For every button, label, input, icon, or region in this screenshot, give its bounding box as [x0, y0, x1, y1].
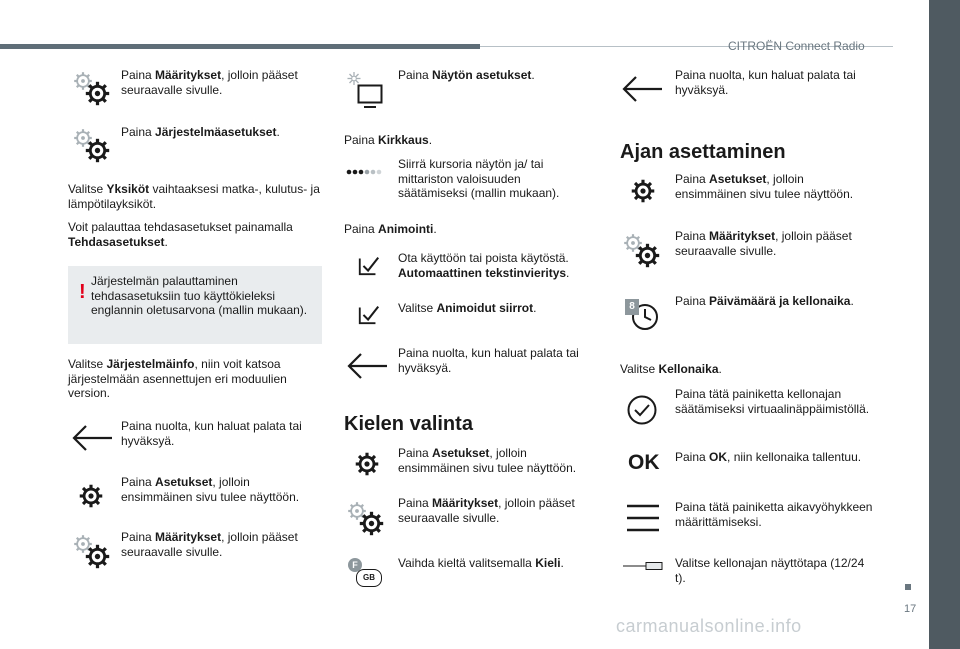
col2-item-4: Valitse Animoidut siirrot.	[398, 301, 537, 315]
col3-item-5: Paina tätä painiketta kellonajan säätämiseksi virtuaalinäppäimistöllä.	[675, 387, 870, 416]
col2-item-5: Paina nuolta, kun haluat palata tai hyväksyä.	[398, 346, 579, 375]
language-badge-top: F	[348, 558, 362, 572]
col3-item-6: Paina OK, niin kellonaika tallentuu.	[675, 450, 862, 464]
col1-paragraph-units: Valitse Yksiköt vaihtaaksesi matka-, kulutus- ja lämpötilayksiköt.	[68, 182, 320, 211]
back-arrow-icon	[70, 423, 114, 453]
heading-language: Kielen valinta	[344, 413, 473, 435]
check-circle-icon	[625, 393, 659, 427]
clock-icon	[625, 297, 661, 333]
col2-item-7: Paina Määritykset, jolloin pääset seuraavalle sivulle.	[398, 496, 575, 525]
back-arrow-icon	[345, 351, 389, 381]
settings-gear-icon	[630, 178, 656, 204]
col2-paragraph-animation: Paina Animointi.	[344, 222, 437, 236]
col2-paragraph-brightness: Paina Kirkkaus.	[344, 133, 433, 147]
col3-item-1: Paina nuolta, kun haluat palata tai hyväksyä.	[675, 68, 856, 97]
end-marker	[905, 584, 911, 590]
page-header: CITROËN Connect Radio	[728, 39, 865, 53]
col3-item-3: Paina Määritykset, jolloin pääset seuraavalle sivulle.	[675, 229, 852, 258]
display-brightness-icon	[344, 70, 388, 110]
clock-badge: 8	[625, 299, 639, 315]
col1-paragraph-reset: Voit palauttaa tehdasasetukset painamalla Tehdasasetukset.	[68, 220, 293, 249]
language-icon	[348, 558, 384, 590]
settings-gears-icon	[72, 70, 112, 108]
col2-item-8: Vaihda kieltä valitsemalla Kieli.	[398, 556, 564, 570]
col3-item-8: Valitse kellonajan näyttötapa (12/24 t).	[675, 556, 865, 585]
warning-text: Järjestelmän palauttaminen tehdasasetuksiin tuo käyttökieleksi englannin oletusarvona (mallin mukaan).	[91, 274, 308, 317]
checkbox-checked-icon	[357, 302, 381, 326]
page-number: 17	[904, 603, 917, 615]
col3-item-7: Paina tätä painiketta aikavyöhykkeen määrittämiseksi.	[675, 500, 873, 529]
toggle-icon	[622, 561, 664, 571]
watermark: carmanualsonline.info	[616, 616, 802, 636]
col1-item-2: Paina Järjestelmäasetukset.	[121, 125, 280, 139]
col2-item-3: Ota käyttöön tai poista käytöstä. Automaattinen tekstinvieritys.	[398, 251, 570, 280]
col1-item-4: Paina Asetukset, jolloin ensimmäinen sivu tulee näyttöön.	[121, 475, 300, 504]
col1-item-1: Paina Määritykset, jolloin pääset seuraavalle sivulle.	[121, 68, 298, 97]
settings-gears-icon	[346, 500, 386, 538]
checkbox-checked-icon	[357, 253, 381, 277]
menu-lines-icon	[626, 503, 660, 533]
side-tab	[929, 0, 960, 649]
col1-item-5: Paina Määritykset, jolloin pääset seuraavalle sivulle.	[121, 530, 298, 559]
ok-button-icon: OK	[628, 451, 660, 474]
col1-paragraph-sysinfo: Valitse Järjestelmäinfo, niin voit katsoa järjestelmään asennettujen eri moduulien version.	[68, 357, 287, 400]
col3-paragraph-clock: Valitse Kellonaika.	[620, 362, 722, 376]
back-arrow-icon	[620, 74, 664, 104]
col2-item-1: Paina Näytön asetukset.	[398, 68, 535, 82]
col2-item-2: Siirrä kursoria näytön ja/ tai mittariston valoisuuden säätämiseksi (mallin mukaan).	[398, 157, 560, 200]
col2-item-6: Paina Asetukset, jolloin ensimmäinen sivu tulee näyttöön.	[398, 446, 577, 475]
heading-time: Ajan asettaminen	[620, 141, 786, 163]
language-badge-bottom: GB	[356, 569, 382, 587]
warning-exclamation-icon: !	[79, 281, 86, 303]
top-accent-bar	[0, 44, 480, 49]
settings-gear-icon	[354, 451, 380, 477]
col1-item-3: Paina nuolta, kun haluat palata tai hyväksyä.	[121, 419, 302, 448]
col3-item-4: Paina Päivämäärä ja kellonaika.	[675, 294, 854, 308]
settings-gears-icon	[72, 127, 112, 165]
settings-gear-icon	[78, 483, 104, 509]
settings-gears-icon	[622, 232, 662, 270]
col3-item-2: Paina Asetukset, jolloin ensimmäinen sivu tulee näyttöön.	[675, 172, 854, 201]
brightness-slider-icon	[346, 167, 388, 177]
settings-gears-icon	[72, 533, 112, 571]
